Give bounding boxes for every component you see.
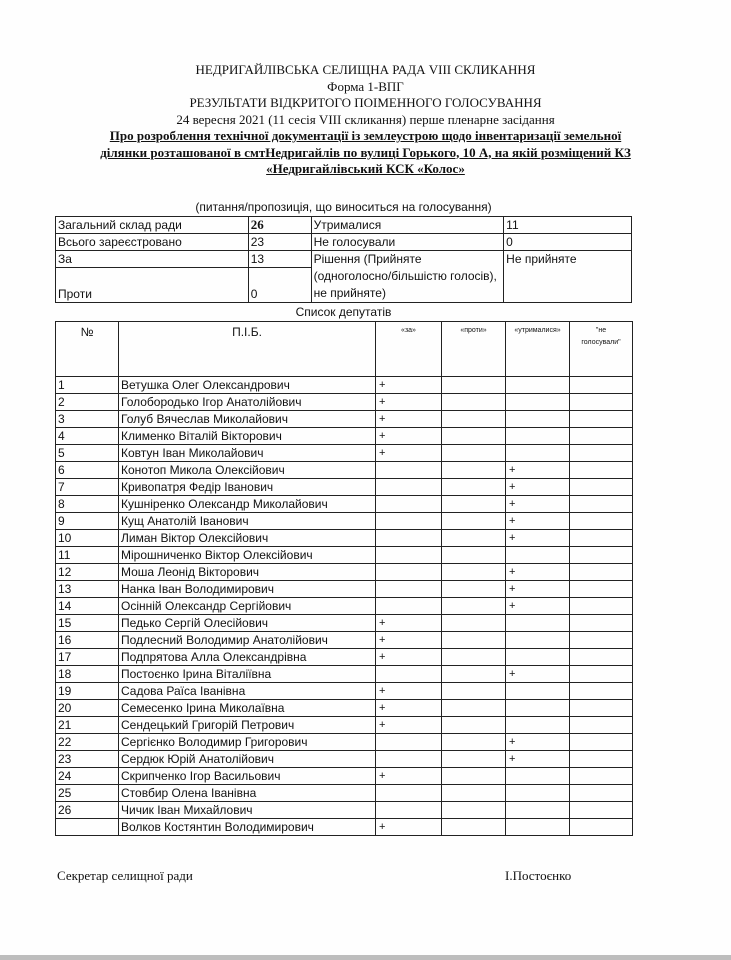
table-row — [56, 513, 633, 530]
deputy-name: Моша Леонід Вікторович — [119, 564, 376, 581]
vote-not-voted — [570, 768, 633, 785]
table-row — [56, 717, 633, 734]
vote-for: + — [376, 717, 442, 734]
vote-abstained: + — [506, 598, 570, 615]
vote-against — [442, 717, 506, 734]
vote-not-voted — [570, 513, 633, 530]
table-row — [56, 819, 633, 836]
vote-for: + — [376, 768, 442, 785]
deputy-number: 9 — [56, 513, 119, 530]
table-row — [56, 785, 633, 802]
deputy-name: Чичик Іван Михайлович — [119, 802, 376, 819]
deputy-name: Сендецький Григорій Петрович — [119, 717, 376, 734]
deputy-name: Кущ Анатолій Іванович — [119, 513, 376, 530]
deputy-number: 23 — [56, 751, 119, 768]
deputy-name: Подлесний Володимир Анатолійович — [119, 632, 376, 649]
table-row — [56, 496, 633, 513]
topic-line-2: ділянки розташованої в смтНедригайлів по вулиці Горького, 10 А, на якій розміщений КЗ — [100, 144, 631, 160]
deputies-body — [56, 377, 633, 836]
vote-for: + — [376, 445, 442, 462]
registered-value: 23 — [248, 234, 311, 251]
vote-for — [376, 802, 442, 819]
vote-against — [442, 377, 506, 394]
vote-for: + — [376, 819, 442, 836]
deputy-number: 16 — [56, 632, 119, 649]
vote-abstained — [506, 615, 570, 632]
deputy-number: 10 — [56, 530, 119, 547]
vote-not-voted — [570, 564, 633, 581]
question-caption: (питання/пропозиція, що виноситься на голосування) — [195, 200, 492, 214]
vote-not-voted — [570, 802, 633, 819]
deputy-name: Кривопатря Федір Іванович — [119, 479, 376, 496]
vote-for — [376, 530, 442, 547]
vote-abstained: + — [506, 496, 570, 513]
not-voted-label: Не голосували — [311, 234, 504, 251]
vote-for — [376, 479, 442, 496]
deputy-name: Осінній Олександр Сергійович — [119, 598, 376, 615]
vote-not-voted — [570, 479, 633, 496]
vote-not-voted — [570, 445, 633, 462]
vote-for — [376, 598, 442, 615]
for-label: За — [56, 251, 249, 268]
decision-label: Рішення (Прийняте (одноголосно/більшістю голосів), не прийняте) — [311, 251, 504, 303]
abstained-value: 11 — [504, 217, 632, 234]
results-title: РЕЗУЛЬТАТИ ВІДКРИТОГО ПОІМЕННОГО ГОЛОСУВАННЯ — [189, 95, 542, 110]
vote-abstained — [506, 632, 570, 649]
deputy-number: 19 — [56, 683, 119, 700]
vote-abstained — [506, 649, 570, 666]
deputy-name: Голобородько Ігор Анатолійович — [119, 394, 376, 411]
table-row — [56, 547, 633, 564]
document-header — [0, 62, 731, 178]
vote-abstained — [506, 700, 570, 717]
table-header-row — [56, 322, 633, 377]
vote-for: + — [376, 632, 442, 649]
deputy-number: 8 — [56, 496, 119, 513]
table-row — [56, 615, 633, 632]
vote-not-voted — [570, 632, 633, 649]
vote-against — [442, 819, 506, 836]
abstained-label: Утрималися — [311, 217, 504, 234]
vote-abstained: + — [506, 513, 570, 530]
vote-against — [442, 530, 506, 547]
col-abstained: «утрималися» — [506, 322, 570, 377]
deputy-number: 13 — [56, 581, 119, 598]
vote-against — [442, 445, 506, 462]
vote-against — [442, 479, 506, 496]
deputy-name: Садова Раїса Іванівна — [119, 683, 376, 700]
vote-against — [442, 683, 506, 700]
vote-abstained — [506, 547, 570, 564]
vote-not-voted — [570, 496, 633, 513]
vote-abstained: + — [506, 734, 570, 751]
deputy-name: Постоєнко Ірина Віталіївна — [119, 666, 376, 683]
deputy-number: 3 — [56, 411, 119, 428]
deputy-number: 7 — [56, 479, 119, 496]
table-row — [56, 683, 633, 700]
vote-for — [376, 666, 442, 683]
vote-for — [376, 462, 442, 479]
table-row — [56, 411, 633, 428]
deputy-number: 14 — [56, 598, 119, 615]
deputies-table — [55, 321, 633, 836]
vote-not-voted — [570, 683, 633, 700]
deputy-number: 2 — [56, 394, 119, 411]
vote-abstained — [506, 683, 570, 700]
vote-not-voted — [570, 649, 633, 666]
vote-abstained — [506, 394, 570, 411]
deputy-number — [56, 819, 119, 836]
vote-not-voted — [570, 615, 633, 632]
total-label: Загальний склад ради — [56, 217, 249, 234]
vote-abstained — [506, 802, 570, 819]
deputy-name: Ветушка Олег Олександрович — [119, 377, 376, 394]
vote-against — [442, 632, 506, 649]
decision-value: Не прийняте — [504, 251, 632, 303]
vote-not-voted — [570, 394, 633, 411]
deputy-name: Кушніренко Олександр Миколайович — [119, 496, 376, 513]
col-for: «за» — [376, 322, 442, 377]
deputies-list-title: Список депутатів — [295, 305, 392, 319]
vote-against — [442, 496, 506, 513]
vote-abstained — [506, 768, 570, 785]
vote-against — [442, 666, 506, 683]
deputy-number: 25 — [56, 785, 119, 802]
table-row — [56, 394, 633, 411]
table-row — [56, 649, 633, 666]
table-row — [56, 564, 633, 581]
vote-for: + — [376, 394, 442, 411]
vote-for — [376, 513, 442, 530]
deputy-name: Лиман Віктор Олексійович — [119, 530, 376, 547]
col-name: П.І.Б. — [119, 322, 376, 377]
deputy-name: Стовбир Олена Іванівна — [119, 785, 376, 802]
deputy-number: 4 — [56, 428, 119, 445]
vote-for — [376, 785, 442, 802]
vote-against — [442, 615, 506, 632]
table-row — [56, 479, 633, 496]
vote-abstained — [506, 819, 570, 836]
col-against: «проти» — [442, 322, 506, 377]
summary-row — [56, 217, 632, 234]
vote-for: + — [376, 615, 442, 632]
deputy-name: Мірошниченко Віктор Олексійович — [119, 547, 376, 564]
vote-abstained: + — [506, 530, 570, 547]
against-label: Проти — [56, 268, 249, 303]
vote-against — [442, 700, 506, 717]
not-voted-value: 0 — [504, 234, 632, 251]
secretary-signature: І.Постоєнко — [505, 868, 572, 883]
vote-abstained: + — [506, 581, 570, 598]
vote-against — [442, 581, 506, 598]
col-number: № — [56, 322, 119, 377]
deputy-number: 26 — [56, 802, 119, 819]
vote-for — [376, 547, 442, 564]
vote-not-voted — [570, 666, 633, 683]
deputy-name: Скрипченко Ігор Васильович — [119, 768, 376, 785]
deputy-name: Подпрятова Алла Олександрівна — [119, 649, 376, 666]
vote-for: + — [376, 377, 442, 394]
vote-against — [442, 734, 506, 751]
vote-not-voted — [570, 462, 633, 479]
vote-not-voted — [570, 751, 633, 768]
table-row — [56, 768, 633, 785]
vote-against — [442, 649, 506, 666]
topic-line-1: Про розроблення технічної документації із землеустрою щодо інвентаризації земельної — [109, 128, 622, 143]
vote-against — [442, 598, 506, 615]
vote-for: + — [376, 649, 442, 666]
deputy-number: 24 — [56, 768, 119, 785]
against-value: 0 — [248, 268, 311, 303]
table-row — [56, 751, 633, 768]
summary-row — [56, 251, 632, 268]
vote-for: + — [376, 683, 442, 700]
deputy-number: 22 — [56, 734, 119, 751]
vote-against — [442, 547, 506, 564]
deputy-number: 18 — [56, 666, 119, 683]
vote-abstained — [506, 445, 570, 462]
table-row — [56, 428, 633, 445]
topic-line-3: «Недригайлівський КСК «Колос» — [266, 161, 465, 176]
vote-abstained — [506, 428, 570, 445]
vote-against — [442, 802, 506, 819]
deputy-number: 11 — [56, 547, 119, 564]
vote-not-voted — [570, 734, 633, 751]
vote-not-voted — [570, 785, 633, 802]
vote-not-voted — [570, 598, 633, 615]
table-row — [56, 377, 633, 394]
table-row — [56, 632, 633, 649]
vote-against — [442, 785, 506, 802]
vote-abstained: + — [506, 666, 570, 683]
deputy-name: Конотоп Микола Олексійович — [119, 462, 376, 479]
vote-abstained: + — [506, 479, 570, 496]
table-row — [56, 530, 633, 547]
deputy-number: 15 — [56, 615, 119, 632]
vote-against — [442, 564, 506, 581]
vote-for: + — [376, 428, 442, 445]
vote-abstained — [506, 377, 570, 394]
deputy-number: 12 — [56, 564, 119, 581]
deputy-number: 20 — [56, 700, 119, 717]
secretary-position: Секретар селищної ради — [57, 868, 193, 883]
deputy-number: 21 — [56, 717, 119, 734]
deputy-name: Ковтун Іван Миколайович — [119, 445, 376, 462]
vote-abstained: + — [506, 462, 570, 479]
vote-against — [442, 513, 506, 530]
council-title: НЕДРИГАЙЛІВСЬКА СЕЛИЩНА РАДА VIII СКЛИКАННЯ — [195, 62, 536, 77]
vote-not-voted — [570, 411, 633, 428]
summary-row — [56, 234, 632, 251]
vote-not-voted — [570, 547, 633, 564]
vote-for — [376, 496, 442, 513]
total-value: 26 — [248, 217, 311, 234]
vote-for — [376, 581, 442, 598]
deputy-name: Нанка Іван Володимирович — [119, 581, 376, 598]
deputy-name: Сергієнко Володимир Григорович — [119, 734, 376, 751]
deputy-name: Сердюк Юрій Анатолійович — [119, 751, 376, 768]
deputy-name: Волков Костянтин Володимирович — [119, 819, 376, 836]
vote-for — [376, 734, 442, 751]
vote-against — [442, 394, 506, 411]
vote-against — [442, 751, 506, 768]
vote-against — [442, 768, 506, 785]
table-row — [56, 666, 633, 683]
vote-abstained — [506, 411, 570, 428]
deputy-name: Семесенко Ірина Миколаївна — [119, 700, 376, 717]
vote-against — [442, 462, 506, 479]
table-row — [56, 462, 633, 479]
vote-not-voted — [570, 700, 633, 717]
deputy-number: 1 — [56, 377, 119, 394]
vote-not-voted — [570, 428, 633, 445]
vote-not-voted — [570, 717, 633, 734]
table-row — [56, 581, 633, 598]
vote-not-voted — [570, 581, 633, 598]
session-info: 24 вересня 2021 (11 сесія VIII скликання) перше пленарне засідання — [176, 111, 555, 127]
col-not-voted: "не голосували" — [570, 322, 633, 377]
vote-against — [442, 428, 506, 445]
page-edge-band — [0, 955, 731, 960]
deputy-name: Педько Сергій Олесійович — [119, 615, 376, 632]
deputy-name: Клименко Віталій Вікторович — [119, 428, 376, 445]
deputy-number: 17 — [56, 649, 119, 666]
deputy-number: 6 — [56, 462, 119, 479]
vote-abstained: + — [506, 564, 570, 581]
vote-not-voted — [570, 377, 633, 394]
form-code: Форма 1-ВПГ — [327, 78, 404, 94]
vote-against — [442, 411, 506, 428]
for-value: 13 — [248, 251, 311, 268]
vote-abstained: + — [506, 751, 570, 768]
table-row — [56, 734, 633, 751]
summary-table — [55, 216, 632, 303]
vote-not-voted — [570, 530, 633, 547]
registered-label: Всього зареєстровано — [56, 234, 249, 251]
vote-not-voted — [570, 819, 633, 836]
table-row — [56, 598, 633, 615]
table-row — [56, 802, 633, 819]
deputy-name: Голуб Вячеслав Миколайович — [119, 411, 376, 428]
table-row — [56, 445, 633, 462]
vote-for: + — [376, 700, 442, 717]
vote-abstained — [506, 717, 570, 734]
vote-for — [376, 751, 442, 768]
deputy-number: 5 — [56, 445, 119, 462]
vote-for: + — [376, 411, 442, 428]
vote-abstained — [506, 785, 570, 802]
table-row — [56, 700, 633, 717]
vote-for — [376, 564, 442, 581]
